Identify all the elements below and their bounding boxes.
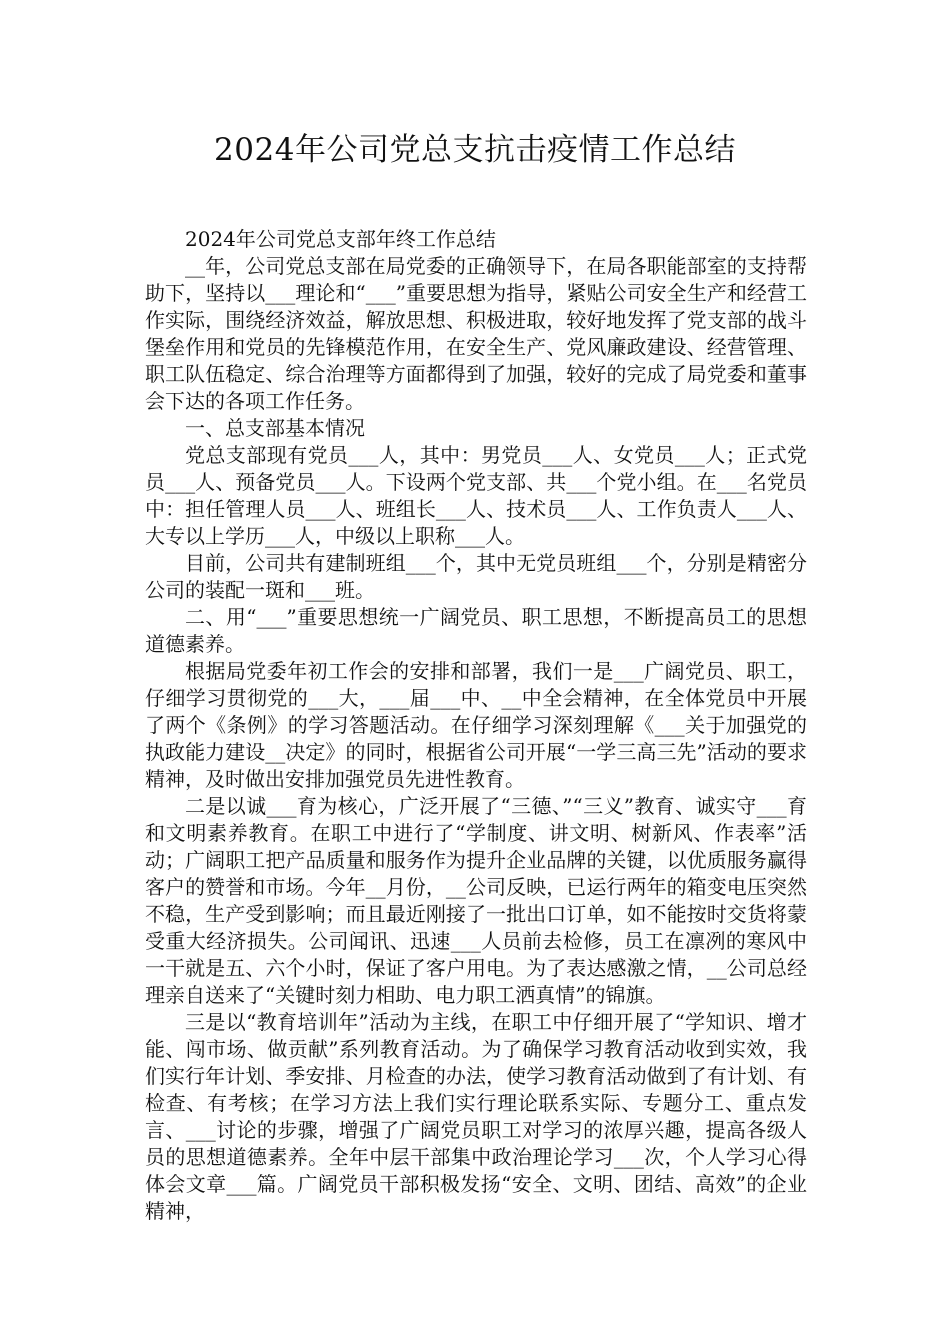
paragraph-member-stats: 党总支部现有党员___人，其中：男党员___人、女党员___人；正式党员___人、预备党员___人。下设两个党支部、共___个党小组。在___名党员中：担任管理人员___人、班组长___人、技术员___人、工作负责人___人、大专以上学历___人，中级以上职称___人。 [145, 443, 807, 548]
paragraph-training: 三是以“教育培训年”活动为主线，在职工中仔细开展了“学知识、增才能、闯市场、做贡献”系列教育活动。为了确保学习教育活动收到实效，我们实行年计划、季安排、月检查的办法，使学习教育活动做到了有计划、有检查、有考核；在学习方法上我们实行理论联系实际、专题分工、重点发言、___讨论的步骤，增强了广阔党员职工对学习的浓厚兴趣，提高各级人员的思想道德素养。全年中层干部集中政治理论学习___次，个人学习心得体会文章___篇。广阔党员干部积极发扬“安全、文明、团结、高效”的企业精神， [145, 1010, 807, 1223]
paragraph-integrity: 二是以诚___育为核心，广泛开展了“三德、”“三义”教育、诚实守___育和文明素养教育。在职工中进行了“学制度、讲文明、树新风、作表率”活动；广阔职工把产品质量和服务作为提升企业品牌的关键，以优质服务赢得客户的赞誉和市场。今年__月份，__公司反映，已运行两年的箱变电压突然不稳，生产受到影响；而且最近刚接了一批出口订单，如不能按时交货将蒙受重大经济损失。公司闻讯、迅速___人员前去检修，员工在凛冽的寒风中一干就是五、六个小时，保证了客户用电。为了表达感激之情，__公司总经理亲自送来了“关键时刻力相助、电力职工洒真情”的锦旗。 [145, 794, 807, 1007]
paragraph-team-stats: 目前，公司共有建制班组___个，其中无党员班组___个，分别是精密分公司的装配一斑和___班。 [145, 551, 807, 602]
section-heading-2: 二、用“___”重要思想统一广阔党员、职工思想，不断提高员工的思想道德素养。 [145, 605, 807, 656]
document-title: 2024年公司党总支抗击疫情工作总结 [214, 132, 736, 168]
section-heading-1: 一、总支部基本情况 [185, 416, 365, 440]
subtitle-paragraph: 2024年公司党总支部年终工作总结 [185, 227, 496, 251]
intro-paragraph: __年，公司党总支部在局党委的正确领导下，在局各职能部室的支持帮助下，坚持以___理论和“___”重要思想为指导，紧贴公司安全生产和经营工作实际，围绕经济效益，解放思想、积极进取，较好地发挥了党支部的战斗堡垒作用和党员的先锋模范作用，在安全生产、党风廉政建设、经营管理、职工队伍稳定、综合治理等方面都得到了加强，较好的完成了局党委和董事会下达的各项工作任务。 [145, 254, 807, 413]
document-body [145, 226, 807, 1225]
paragraph-study: 根据局党委年初工作会的安排和部署，我们一是___广阔党员、职工，仔细学习贯彻党的___大，___届___中、__中全会精神，在全体党员中开展了两个《条例》的学习答题活动。在仔细学习深刻理解《___关于加强党的执政能力建设__决定》的同时，根据省公司开展“一学三高三先”活动的要求精神，及时做出安排加强党员先进性教育。 [145, 659, 807, 791]
